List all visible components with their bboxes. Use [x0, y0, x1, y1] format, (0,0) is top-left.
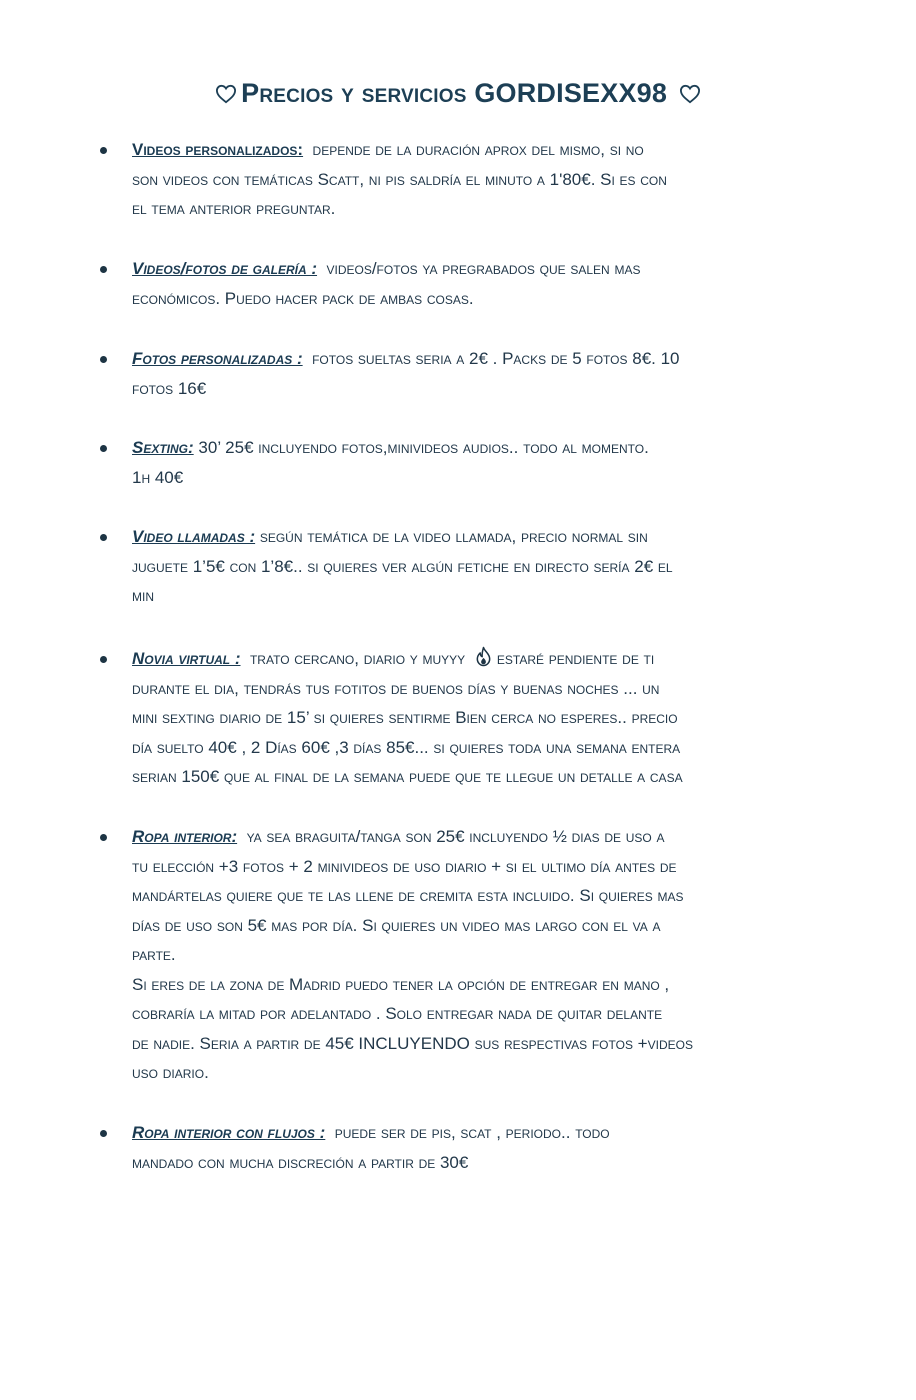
item-line: fotos 16€ [132, 378, 207, 398]
bullet-icon [100, 834, 107, 841]
item-label: Fotos personalizadas : [132, 349, 303, 368]
item-line: uso diario. [132, 1063, 209, 1082]
item-line: mandártelas quiere que te las llene de cremita esta incluido. Si quieres mas [132, 886, 684, 905]
item-line: son videos con temáticas Scatt, ni pis saldría el minuto a 1'80€. Si es con [132, 169, 667, 189]
page-title-text: Precios y servicios GORDISEXX98 [241, 78, 668, 108]
item-line: durante el dia, tendrás tus fotitos de buenos días y buenas noches ... un [132, 678, 660, 698]
item-label: Sexting: [132, 438, 194, 457]
item-line: mini sexting diario de 15’ si quieres sentirme Bien cerca no esperes.. precio [132, 708, 678, 727]
item-text [132, 254, 812, 313]
bullet-icon [100, 356, 107, 363]
item-line: tu elección +3 fotos + 2 minivideos de uso diario + si el ultimo día antes de [132, 856, 677, 876]
bullet-icon [100, 1130, 107, 1137]
item-line: min [132, 586, 154, 605]
heart-outline-icon [679, 80, 701, 100]
bullet-icon [100, 534, 107, 541]
page-title [0, 78, 916, 109]
item-line: puede ser de pis, scat , periodo.. todo [334, 1123, 610, 1142]
item-text [132, 1118, 812, 1177]
item-line: el tema anterior preguntar. [132, 199, 336, 218]
item-text [132, 135, 812, 224]
item-label: Novia virtual : [132, 649, 241, 668]
fire-icon [474, 646, 493, 667]
item-line: parte. [132, 945, 176, 964]
item-line: cobraría la mitad por adelantado . Solo entregar nada de quitar delante [132, 1004, 663, 1023]
item-line: según temática de la video llamada, precio normal sin [259, 527, 648, 546]
item-line: mandado con mucha discreción a partir de 30€ [132, 1152, 469, 1172]
item-label: Ropa interior con flujos : [132, 1123, 326, 1142]
item-label: Video llamadas : [132, 527, 256, 546]
item-line: económicos. Puedo hacer pack de ambas cosas. [132, 288, 474, 308]
item-line: ya sea braguita/tanga son 25€ incluyendo ½ dias de uso a [246, 827, 665, 846]
item-text [132, 644, 812, 792]
item-line: 1h 40€ [132, 467, 184, 487]
item-text [132, 433, 812, 492]
item-line: estaré pendiente de ti [496, 649, 655, 668]
item-line: días de uso son 5€ mas por día. Si quieres un video mas largo con el va a [132, 915, 661, 935]
item-line: 30’ 25€ incluyendo fotos,minivideos audios.. todo al momento. [198, 438, 649, 457]
item-line: fotos sueltas seria a 2€ . Packs de 5 fotos 8€. 10 [312, 349, 680, 368]
item-line: serian 150€ que al final de la semana puede que te llegue un detalle a casa [132, 767, 683, 786]
item-label: Ropa interior: [132, 827, 238, 846]
item-line: trato cercano, diario y muyyy [249, 649, 466, 668]
bullet-icon [100, 147, 107, 154]
item-text [132, 344, 812, 403]
bullet-icon [100, 445, 107, 452]
heart-outline-icon [215, 80, 237, 100]
item-label: Videos personalizados: [132, 140, 304, 159]
item-text [132, 522, 812, 611]
item-text [132, 822, 812, 1088]
item-line: de nadie. Seria a partir de 45€ INCLUYENDO sus respectivas fotos +videos [132, 1033, 693, 1053]
item-line: depende de la duración aprox del mismo, si no [312, 140, 644, 159]
item-line: día suelto 40€ , 2 Días 60€ ,3 días 85€... si quieres toda una semana entera [132, 737, 681, 757]
bullet-icon [100, 656, 107, 663]
bullet-icon [100, 266, 107, 273]
item-line: videos/fotos ya pregrabados que salen mas [326, 259, 641, 278]
item-line: Si eres de la zona de Madrid puedo tener la opción de entregar en mano , [132, 974, 670, 994]
item-line: juguete 1’5€ con 1’8€.. si quieres ver algún fetiche en directo sería 2€ el [132, 556, 673, 576]
item-label: Videos/fotos de galería : [132, 259, 318, 278]
